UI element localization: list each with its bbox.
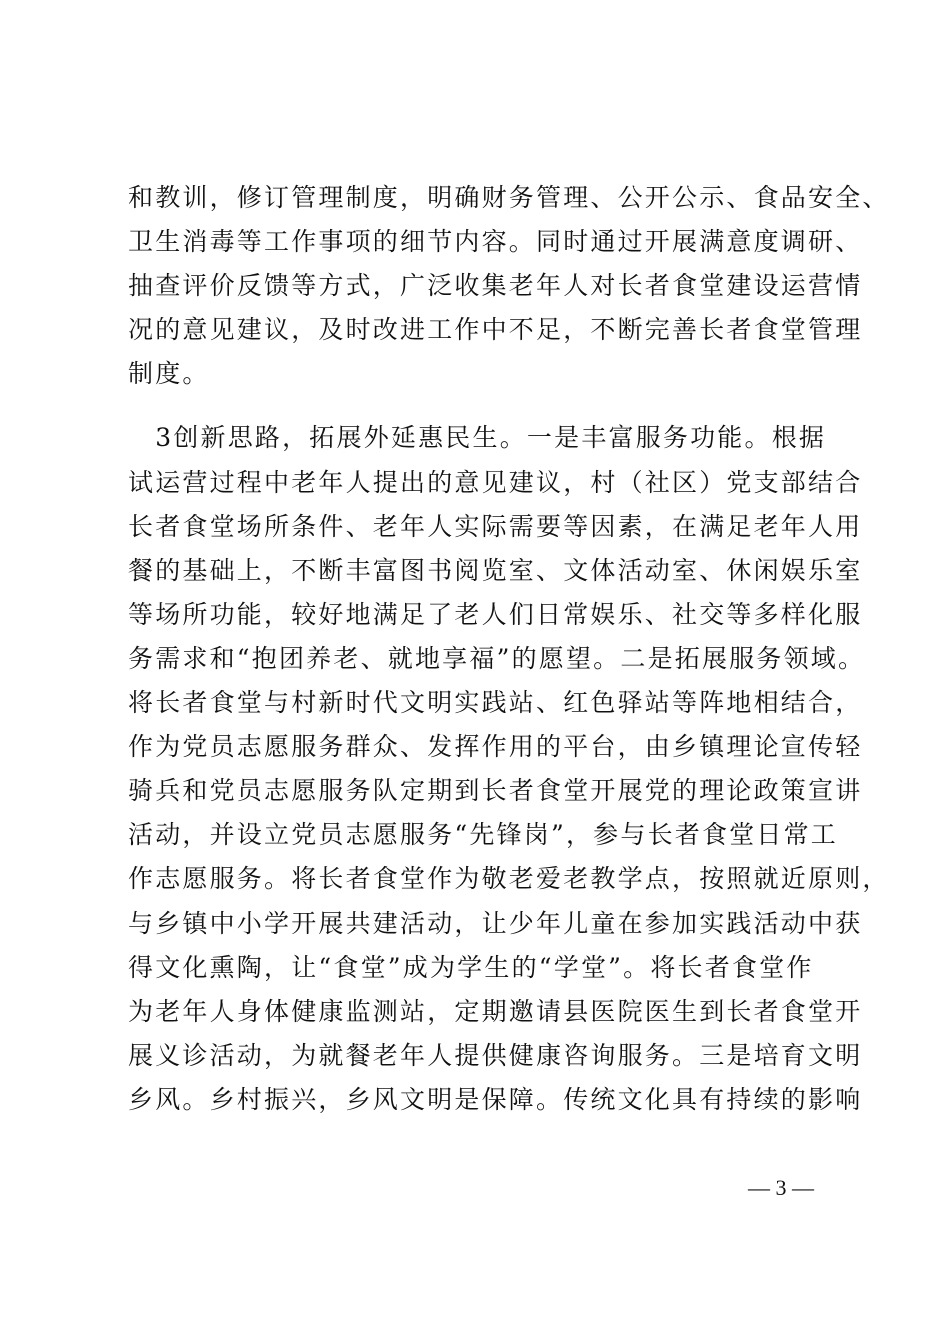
text-line: 制度。: [128, 359, 210, 389]
text-line: 务需求和“抱团养老、就地享福”的愿望。二是拓展服务领域。: [128, 643, 866, 673]
paragraph-1: [128, 176, 890, 396]
text-line: 餐的基础上，不断丰富图书阅览室、文体活动室、休闲娱乐室: [128, 555, 863, 585]
text-line: 等场所功能，较好地满足了老人们日常娱乐、社交等多样化服: [128, 599, 863, 629]
text-line: 作为党员志愿服务群众、发挥作用的平台，由乡镇理论宣传轻: [128, 732, 863, 762]
text-line: 骑兵和党员志愿服务队定期到长者食堂开展党的理论政策宣讲: [128, 776, 863, 806]
paragraph-gap: [128, 396, 828, 416]
page-number: — 3 —: [748, 1175, 814, 1200]
paragraph-2: [128, 416, 890, 1122]
text-line: 3创新思路，拓展外延惠民生。一是丰富服务功能。根据: [128, 423, 827, 453]
text-line: 试运营过程中老年人提出的意见建议，村（社区）党支部结合: [128, 467, 863, 497]
text-line: 况的意见建议，及时改进工作中不足，不断完善长者食堂管理: [128, 315, 863, 345]
text-line: 为老年人身体健康监测站，定期邀请县医院医生到长者食堂开: [128, 996, 863, 1026]
text-line: 和教训，修订管理制度，明确财务管理、公开公示、食品安全、: [128, 183, 890, 212]
text-line: 抽查评价反馈等方式，广泛收集老年人对长者食堂建设运营情: [128, 271, 863, 301]
text-line: 长者食堂场所条件、老年人实际需要等因素，在满足老年人用: [128, 511, 863, 541]
text-line: 展义诊活动，为就餐老年人提供健康咨询服务。三是培育文明: [128, 1040, 863, 1070]
text-line: 活动，并设立党员志愿服务“先锋岗”，参与长者食堂日常工: [128, 820, 838, 850]
text-line: 得文化熏陶，让“食堂”成为学生的“学堂”。将长者食堂作: [128, 952, 814, 982]
text-line: 作志愿服务。将长者食堂作为敬老爱老教学点，按照就近原则，: [128, 864, 890, 894]
text-line: 与乡镇中小学开展共建活动，让少年儿童在参加实践活动中获: [128, 908, 863, 938]
text-line: 卫生消毒等工作事项的细节内容。同时通过开展满意度调研、: [128, 227, 863, 257]
body-text: [128, 176, 890, 1122]
text-line: 乡风。乡村振兴，乡风文明是保障。传统文化具有持续的影响: [128, 1084, 863, 1114]
text-line: 将长者食堂与村新时代文明实践站、红色驿站等阵地相结合，: [128, 688, 863, 718]
